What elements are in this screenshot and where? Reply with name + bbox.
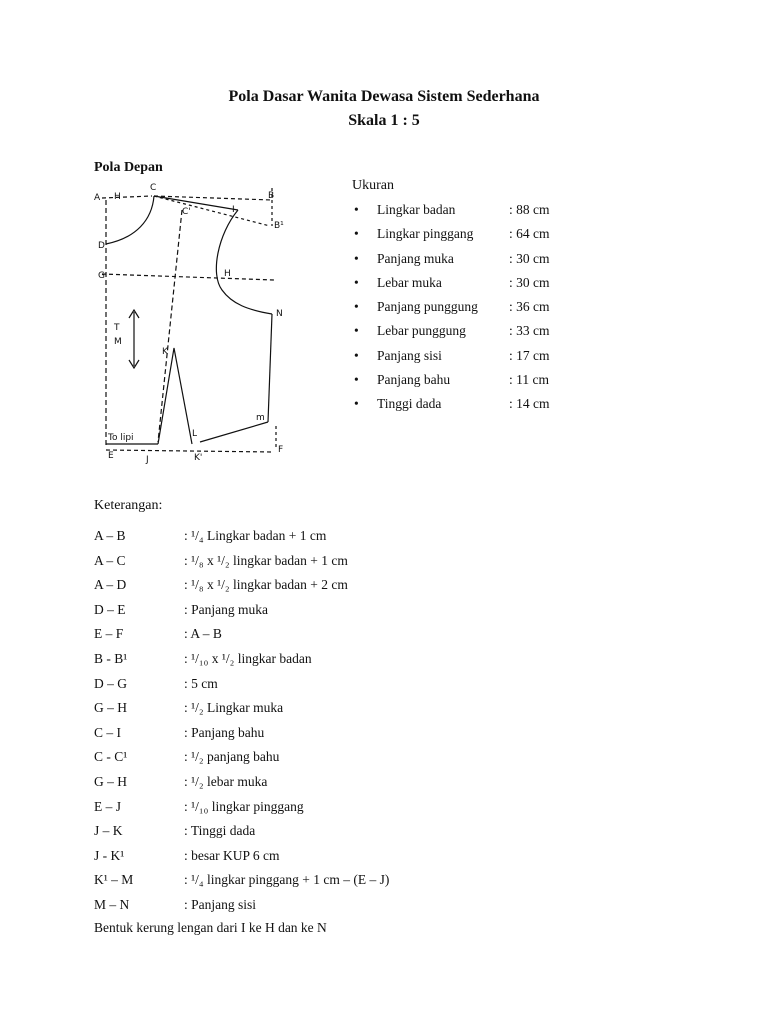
point-c: C (150, 183, 157, 193)
point-h-top: H (114, 192, 121, 202)
line-a-c (102, 196, 152, 198)
point-f: F (278, 445, 284, 455)
document-scale: Skala 1 : 5 (348, 112, 420, 129)
to-lipi-note: To lipi (108, 433, 134, 443)
ukuran-title: Ukuran (352, 178, 394, 193)
point-n: N (276, 309, 283, 319)
line-g-chest (102, 274, 274, 280)
point-g: G (98, 271, 105, 281)
bullet-icon: • (354, 372, 359, 388)
point-d: D (98, 241, 105, 251)
point-b: B (268, 191, 275, 201)
bullet-icon: • (354, 347, 359, 363)
bullet-icon: • (354, 299, 359, 315)
point-m-measure: M (114, 337, 122, 347)
neck-curve (106, 196, 154, 244)
point-b1: B¹ (274, 221, 284, 231)
bullet-icon: • (354, 323, 359, 339)
point-m: m (256, 413, 265, 423)
waist-m-k1 (200, 422, 268, 442)
armhole-curve (216, 210, 272, 314)
line-e-f (106, 450, 274, 452)
line-c-b1 (154, 196, 270, 226)
point-t: T (114, 323, 120, 333)
point-i: I (232, 205, 235, 215)
point-k: K (162, 347, 168, 357)
point-c1: C' (182, 207, 191, 217)
keterangan-title: Keterangan: (94, 498, 163, 513)
point-e: E (108, 451, 114, 461)
bullet-icon: • (354, 226, 359, 242)
bullet-icon: • (354, 396, 359, 412)
point-j: J (146, 455, 149, 465)
point-k1: K' (194, 453, 203, 463)
section-label: Pola Depan (94, 160, 163, 175)
pattern-diagram (94, 178, 294, 468)
bullet-icon: • (354, 202, 359, 217)
line-c1-j (158, 210, 182, 442)
armhole-note: Bentuk kerung lengan dari I ke H dan ke N (94, 920, 327, 935)
side-seam (268, 314, 272, 422)
point-a: A (94, 193, 101, 203)
document-title: Pola Dasar Wanita Dewasa Sistem Sederhana (228, 88, 540, 105)
point-l: L (192, 429, 198, 439)
point-h: H (224, 269, 231, 279)
bullet-icon: • (354, 250, 359, 266)
bullet-icon: • (354, 274, 359, 290)
